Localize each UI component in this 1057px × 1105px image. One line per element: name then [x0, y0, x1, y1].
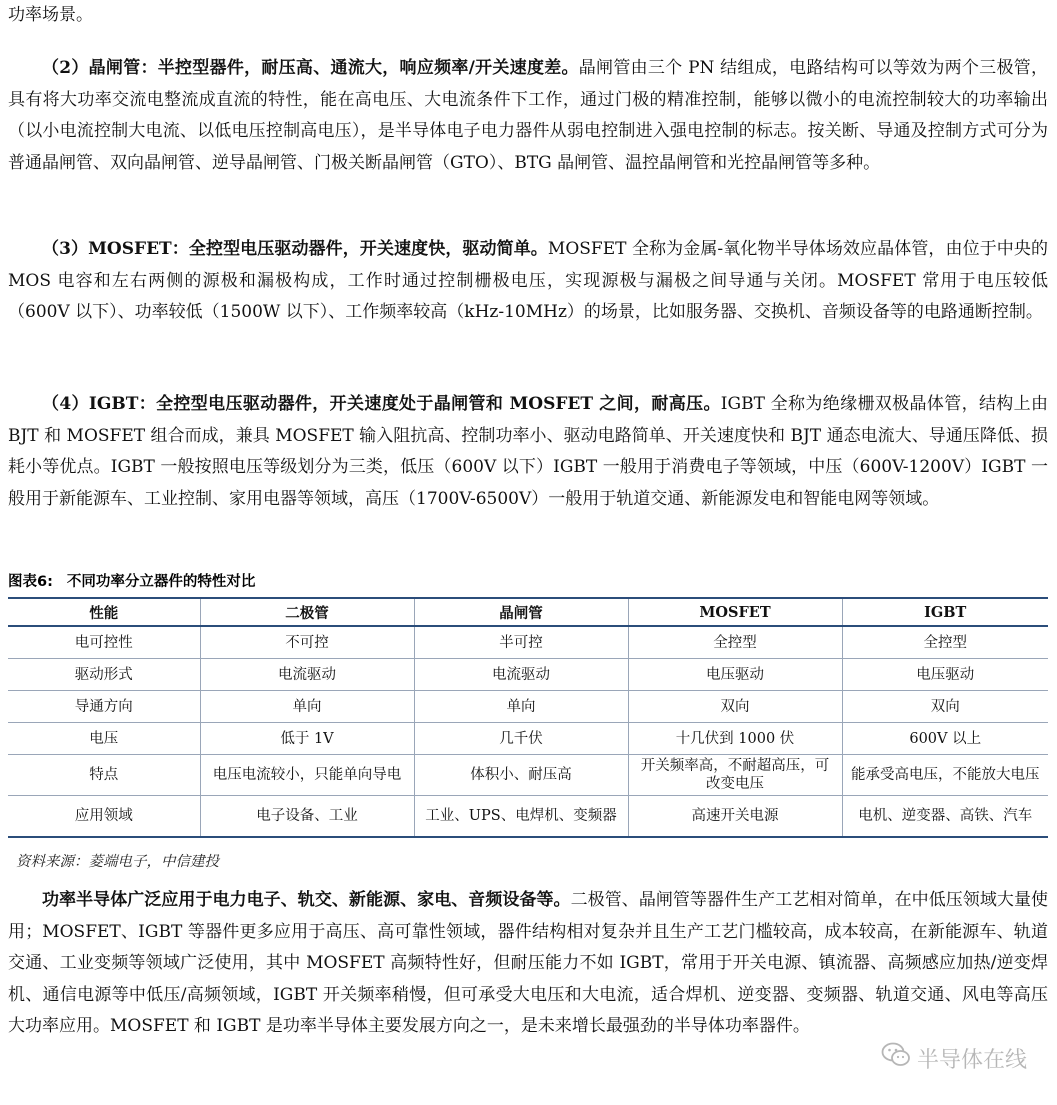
- table-cell: 应用领域: [8, 796, 200, 838]
- table-cell: 能承受高电压，不能放大电压: [842, 755, 1048, 796]
- paragraph-lead: （2）晶闸管：半控型器件，耐压高、通流大，响应频率/开关速度差。: [42, 58, 579, 78]
- paragraph-lead: （3）MOSFET：全控型电压驱动器件，开关速度快，驱动简单。: [42, 239, 548, 259]
- paragraph-igbt: [8, 389, 1048, 515]
- table-cell: 全控型: [842, 626, 1048, 659]
- table-cell: 体积小、耐压高: [414, 755, 628, 796]
- paragraph-body: IGBT 全称为绝缘栅双极晶体管，结构上由 BJT 和 MOSFET 组合而成，兼具 MOSFET 输入阻抗高、控制功率小、驱动电路简单、开关速度快和 BJT 通态电流大、导通压降低、损耗小等优点。IGBT 一般按照电压等级划分为三类，低压（600V 以下）IGBT 一般用于消费电子等领域，中压（600V-1200V）IGBT 一般用于新能源车、工业控制、家用电器等领域，高压（1700V-6500V）一般用于轨道交通、新能源发电和智能电网等领域。: [8, 394, 1049, 509]
- table-cell: 几千伏: [414, 723, 628, 755]
- paragraph-thyristor: [8, 53, 1048, 179]
- table-cell: 工业、UPS、电焊机、变频器: [414, 796, 628, 838]
- table-cell: 导通方向: [8, 691, 200, 723]
- table-cell: 十几伏到 1000 伏: [628, 723, 842, 755]
- table-cell: 电压: [8, 723, 200, 755]
- table-header-row: [8, 598, 1048, 626]
- table-cell: 不可控: [200, 626, 414, 659]
- figure-number: 图表6:: [8, 574, 53, 590]
- paragraph-body: 二极管、晶闸管等器件生产工艺相对简单，在中低压领域大量使用；MOSFET、IGBT 等器件更多应用于高压、高可靠性领域，器件结构相对复杂并且生产工艺门槛较高，成本较高，在新能源车、轨道交通、工业变频等领域广泛使用，其中 MOSFET 高频特性好，但耐压能力不如 IGBT，常用于开关电源、镇流器、高频感应加热/逆变焊机、通信电源等中低压/高频领域，IGBT 开关频率稍慢，但可承受大电压和大电流，适合焊机、逆变器、变频器、轨道交通、风电等高压大功率应用。MOSFET 和 IGBT 是功率半导体主要发展方向之一，是未来增长最强劲的半导体功率器件。: [8, 890, 1049, 1036]
- table-cell: 电压驱动: [842, 659, 1048, 691]
- table-cell: 开关频率高，不耐超高压，可改变电压: [628, 755, 842, 796]
- table-row: [8, 659, 1048, 691]
- comparison-table: [8, 597, 1048, 838]
- paragraph-lead: 功率半导体广泛应用于电力电子、轨交、新能源、家电、音频设备等。: [42, 890, 571, 910]
- table-cell: 双向: [842, 691, 1048, 723]
- table-cell: 全控型: [628, 626, 842, 659]
- table-cell: 600V 以上: [842, 723, 1048, 755]
- table-cell: 单向: [414, 691, 628, 723]
- paragraph-body: MOSFET 全称为金属-氧化物半导体场效应晶体管，由位于中央的 MOS 电容和左右两侧的源极和漏极构成，工作时通过控制栅极电压，实现源极与漏极之间导通与关闭。MOSFET 常用于电压较低（600V 以下）、功率较低（1500W 以下）、工作频率较高（kHz-10MHz）的场景，比如服务器、交换机、音频设备等的电路通断控制。: [8, 239, 1048, 322]
- table-row: [8, 626, 1048, 659]
- table-row: [8, 691, 1048, 723]
- watermark-text: 半导体在线: [916, 1047, 1027, 1073]
- table-header-cell: 二极管: [200, 598, 414, 626]
- table-header-cell: 晶闸管: [414, 598, 628, 626]
- watermark: [881, 1041, 1027, 1075]
- table-row: [8, 755, 1048, 796]
- paragraph-mosfet: [8, 234, 1048, 329]
- table-cell: 特点: [8, 755, 200, 796]
- table-cell: 电压电流较小，只能单向导电: [200, 755, 414, 796]
- paragraph-lead: （4）IGBT：全控型电压驱动器件，开关速度处于晶闸管和 MOSFET 之间，耐高压。: [42, 394, 721, 414]
- figure-source: 资料来源：菱端电子，中信建投: [16, 854, 219, 870]
- table-cell: 低于 1V: [200, 723, 414, 755]
- table-cell: 驱动形式: [8, 659, 200, 691]
- table-cell: 单向: [200, 691, 414, 723]
- paragraph-applications: [8, 885, 1048, 1043]
- figure-caption: 不同功率分立器件的特性对比: [66, 574, 256, 590]
- paragraph-0: 功率场景。: [8, 5, 93, 25]
- table-cell: 电流驱动: [200, 659, 414, 691]
- table-header-cell: 性能: [89, 604, 119, 622]
- table-cell: 电可控性: [8, 626, 200, 659]
- figure-title: [8, 572, 1048, 592]
- table-cell: 电机、逆变器、高铁、汽车: [842, 796, 1048, 838]
- table-header-cell: IGBT: [842, 598, 1048, 626]
- table-cell: 高速开关电源: [628, 796, 842, 838]
- wechat-icon: [881, 1041, 911, 1075]
- table-cell: 双向: [628, 691, 842, 723]
- table-cell: 电流驱动: [414, 659, 628, 691]
- table-cell: 半可控: [414, 626, 628, 659]
- paragraph-body: 晶闸管由三个 PN 结组成，电路结构可以等效为两个三极管，具有将大功率交流电整流成直流的特性，能在高电压、大电流条件下工作，通过门极的精准控制，能够以微小的电流控制较大的功率输出（以小电流控制大电流、以低电压控制高电压），是半导体电子电力器件从弱电控制进入强电控制的标志。按关断、导通及控制方式可分为普通晶闸管、双向晶闸管、逆导晶闸管、门极关断晶闸管（GTO）、BTG 晶闸管、温控晶闸管和光控晶闸管等多种。: [8, 58, 1048, 173]
- table-cell: 电压驱动: [628, 659, 842, 691]
- table-row: [8, 723, 1048, 755]
- table-header-cell: MOSFET: [628, 598, 842, 626]
- table-cell: 电子设备、工业: [200, 796, 414, 838]
- table-row: [8, 796, 1048, 838]
